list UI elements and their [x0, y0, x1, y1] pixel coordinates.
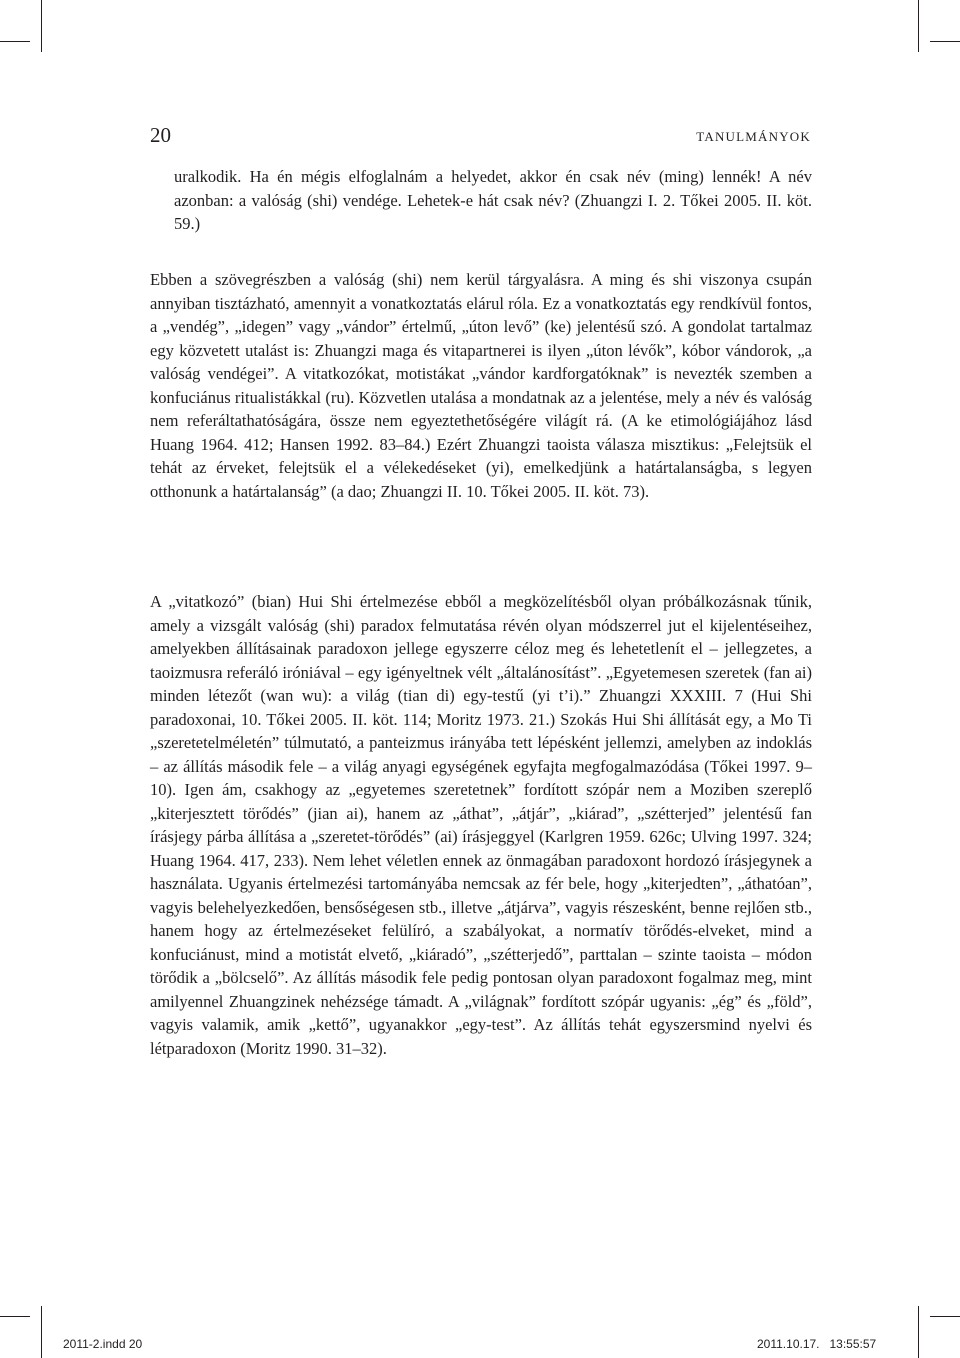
crop-mark	[41, 1306, 42, 1358]
crop-mark	[41, 0, 42, 52]
body-paragraph: A „vitatkozó” (bian) Hui Shi értelmezése ebből a megközelítésből olyan próbálkozásnak tűnik, amely a vizsgált valóság (shi) paradox felmutatása révén olyan módszerrel jut el kijelentéseihez, amelyekben állításainak paradoxon jellege egyszerre céloz meg és lehetetlenít el – jellegzetes, a taoizmusra referáló iróniával – egy igényeltnek vélt „általánosítást”. „Egyetemesen szeretek (fan ai) minden létezőt (wan wu): a világ (tian di) egy-testű (yi t’i).” Zhuangzi XXXIII. 7 (Hui Shi paradoxonai, 10. Tőkei 2005. II. köt. 114; Moritz 1973. 21.) Szokás Hui Shi állítását egy, a Mo Ti „szeretetelméletén” túlmutató, a panteizmus irányába tett lépésként jellemzi, amelyben az indoklás – az állítás második fele – a világ anyagi egységének egyfajta megfogalmazódása (Tőkei 1997. 9–10). Igen ám, csakhogy az „egyetemes szeretetnek” fordított szópár nem a Moziben szereplő „kiterjesztett törődés” (jian ai), hanem az „áthat”, „átjár”, „kiárad”, „szétterjed” jelentésű fan írásjegy párba állítása a „szeretet-törődés” (ai) írásjeggyel (Karlgren 1959. 626c; Ulving 1997. 324; Huang 1964. 417, 233). Nem lehet véletlen ennek az önmagában paradoxont hordozó írásjegynek a használata. Ugyanis értelmezési tartományába nemcsak az fér bele, hogy „kiterjedten”, „áthatóan”, vagyis belehelyezkedően, bensőségesen stb., illetve „átjárva”, vagyis részesként, benne rejlően stb., hanem hogy az értelmezéseket felülíró, a szabályokat, a normatív törődés-elveket, mind a konfuciánust, mind a motistát elvető, „kiáradó”, „szétterjedő”, parttalan – szinte taoista – módon törődik a „bölcselő”. Az állítás második fele pedig pontosan olyan paradoxont fogalmaz meg, mint amilyennel Zhuangzinek nehézsége támadt. A „világnak” fordított szópár ugyanis: „ég” és „föld”, vagyis valamik, amik „kettő”, ugyanakkor „egy-test”. Az állítás tehát egyszersmind nyelvi és létparadoxon (Moritz 1990. 31–32).	[150, 592, 812, 1058]
block-quote: uralkodik. Ha én mégis elfoglalnám a helyedet, akkor én csak név (ming) lennék! A név azonban: a valóság (shi) vendége. Lehetek-e hát csak név? (Zhuangzi I. 2. Tőkei 2005. II. köt. 59.)	[174, 167, 812, 233]
page-number: 20	[150, 123, 171, 147]
running-head: TANULMÁNYOK	[696, 129, 811, 144]
crop-mark	[0, 1316, 30, 1317]
body-paragraph: Ebben a szövegrészben a valóság (shi) nem kerül tárgyalásra. A ming és shi viszonya csupán annyiban tisztázható, amennyit a vonatkoztatás elárul róla. Ez a vonatkoztatás egy rendkívül fontos, a „vendég”, „idegen” vagy „vándor” értelmű, „úton levő” (ke) jelentésű szó. A gondolat tartalmaz egy közvetett utalást is: Zhuangzi maga és vitapartnerei is ilyen „úton lévők”, kóbor vándorok, „a valóság vendégei”. A vitatkozókat, motistákat „vándor kardforgatóknak” is nevezték szemben a konfuciánus ritualistákkal (ru). Közvetlen utalása a mondatnak az a jelentése, mely a név és valóság nem referáltathatóságára, össze nem egyeztethetőségére világít rá. (A ke etimológiájához lásd Huang 1964. 412; Hansen 1992. 83–84.) Ezért Zhuangzi taoista válasza misztikus: „Felejtsük el tehát az érveket, felejtsük el a vélekedéseket (yi), emelkedjünk a határtalanságba, s legyen otthonunk a határtalanság” (a dao; Zhuangzi II. 10. Tőkei 2005. II. köt. 73).	[150, 270, 812, 501]
page-header	[150, 122, 811, 152]
crop-mark	[930, 41, 960, 42]
crop-mark	[930, 1316, 960, 1317]
footer-timestamp: 2011.10.17. 13:55:57	[757, 1337, 877, 1351]
crop-mark	[918, 1306, 919, 1358]
crop-mark	[918, 0, 919, 52]
footer-file-name: 2011-2.indd 20	[63, 1337, 143, 1351]
crop-mark	[0, 41, 30, 42]
